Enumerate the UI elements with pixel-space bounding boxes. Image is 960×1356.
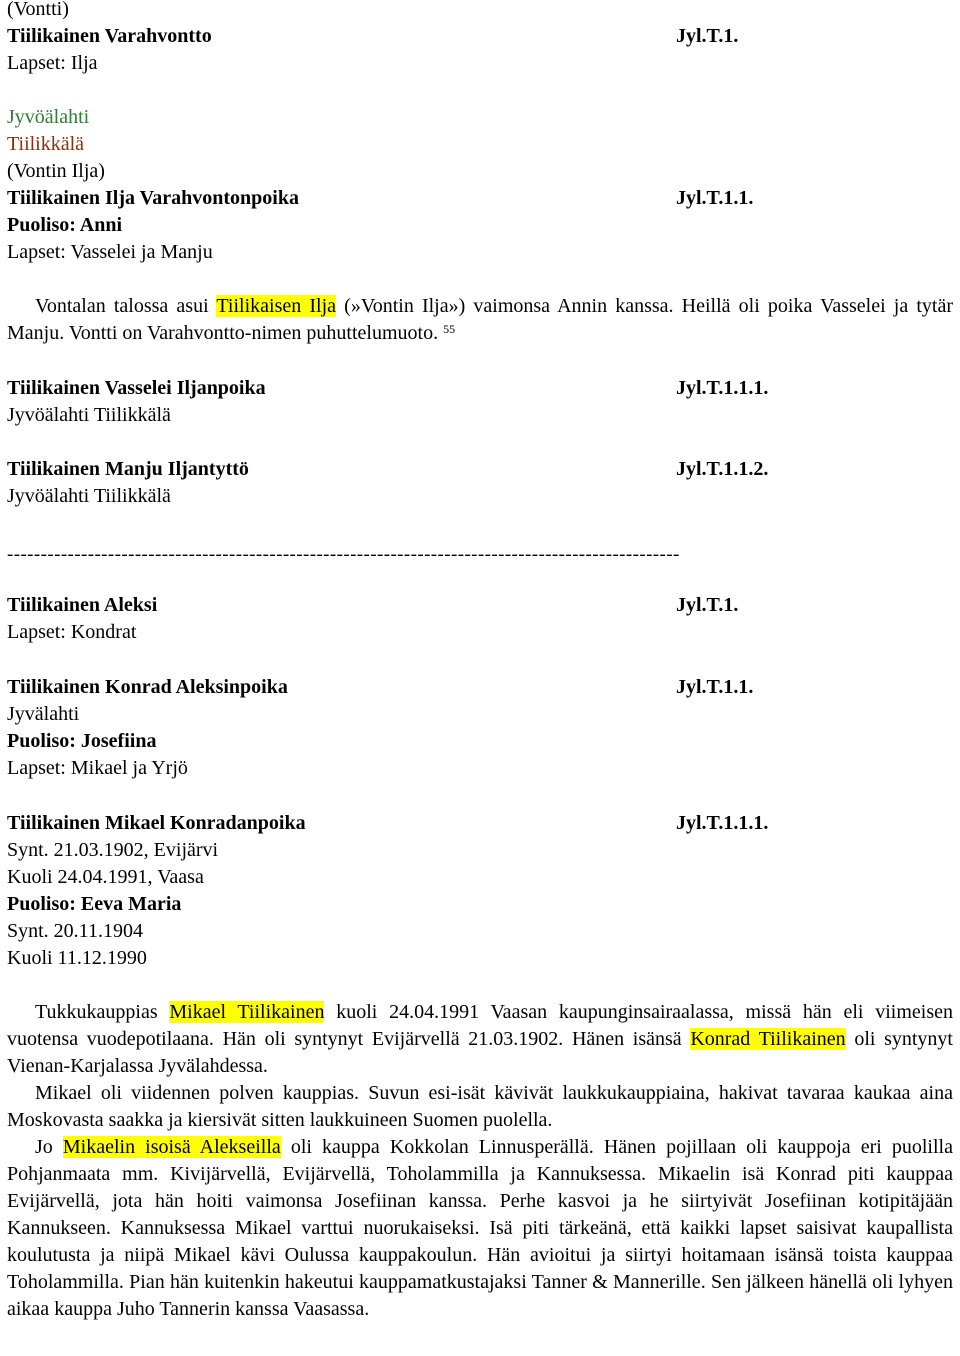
- person-code: Jyl.T.1.1.1.: [676, 812, 769, 834]
- para-text: Jo: [35, 1136, 63, 1158]
- para-text: kuoli 24.04.1991 Vaasan kaupunginsairaalassa, missä hän eli viimeisen vuotensa vuodepotilaana. Hän oli syntynyt Evijärvellä 21.03.1902. Hänen isänsä: [7, 1001, 953, 1050]
- spouse-line: Puoliso: Josefiina: [7, 730, 157, 752]
- death-line: Kuoli 11.12.1990: [7, 947, 147, 969]
- person-name: Tiilikainen Mikael Konradanpoika: [7, 812, 306, 834]
- spouse-line: Puoliso: Anni: [7, 214, 123, 236]
- person-code: Jyl.T.1.1.: [676, 187, 754, 209]
- children-line: Lapset: Vasselei ja Manju: [7, 241, 213, 263]
- spouse-line: Puoliso: Eeva Maria: [7, 893, 182, 915]
- para-text: (»Vontin Ilja») vaimonsa Annin kanssa. Heillä oli poika Vasselei ja tytär Manju. Vontti on Varahvontto-nimen puhuttelumuoto.: [7, 295, 953, 344]
- place-line: Jyvöälahti Tiilikkälä: [7, 485, 171, 507]
- person-name: Tiilikainen Varahvontto: [7, 25, 212, 47]
- person-name: Tiilikainen Konrad Aleksinpoika: [7, 676, 288, 698]
- para-text: oli kauppa Kokkolan Linnusperällä. Hänen pojillaan oli kauppoja eri puolilla Pohjanmaata mm. Kivijärvellä, Evijärvellä, Toholammilla ja Kannuksessa. Mikaelin isä Konrad piti kauppaa Evijärvellä, jota hän hoiti vaimonsa Josefiinan kanssa. Perhe kasvoi ja he siirtyivät Josefiinan kotipitäjään Kannukseen. Kannuksessa Mikael varttui nuorukaiseksi. Isä piti tärkeänä, että kaikki lapset saisivat kaupallista koulutusta ja niipä Mikael kävi Oulussa kauppakoulun. Hän avioitui ja siirtyi hoitamaan isänsä toista kauppaa Toholammilla. Pian hän kuitenkin hakeutui kauppamatkustajaksi Tanner & Mannerille. Sen jälkeen hänellä oli lyhyen aikaa kauppa Juho Tannerin kanssa Vaasassa.: [7, 1136, 953, 1320]
- children-line: Lapset: Kondrat: [7, 621, 137, 643]
- person-code: Jyl.T.1.1.1.: [676, 377, 769, 399]
- paragraph: [7, 293, 953, 347]
- birth-line: Synt. 21.03.1902, Evijärvi: [7, 839, 219, 861]
- person-name: Tiilikainen Vasselei Iljanpoika: [7, 377, 266, 399]
- person-name: Tiilikainen Manju Iljantyttö: [7, 458, 249, 480]
- paragraph: [7, 1134, 953, 1323]
- highlighted-name: Konrad Tiilikainen: [690, 1028, 846, 1050]
- place-line: Jyvöälahti Tiilikkälä: [7, 404, 171, 426]
- paragraph: [7, 999, 953, 1080]
- children-line: Lapset: Ilja: [7, 52, 98, 74]
- highlighted-name: Mikael Tiilikainen: [169, 1001, 325, 1023]
- para-text: oli syntynyt Vienan-Karjalassa Jyvälahdessa.: [7, 1028, 953, 1077]
- children-line: Lapset: Mikael ja Yrjö: [7, 757, 188, 779]
- farm-name: Tiilikkälä: [7, 133, 85, 155]
- person-name: Tiilikainen Aleksi: [7, 594, 158, 616]
- death-line: Kuoli 24.04.1991, Vaasa: [7, 866, 204, 888]
- para-text: Vontalan talossa asui: [35, 295, 217, 317]
- person-code: Jyl.T.1.: [676, 594, 739, 616]
- para-text: Mikael oli viidennen polven kauppias. Suvun esi-isät kävivät laukkukauppiaina, hakivat tavaraa kaukaa aina Moskovasta saakka ja kiersivät sitten laukkuineen Suomen puolella.: [7, 1082, 953, 1131]
- separator-line: ----------------------------------------------------------------------------------------------------: [7, 544, 680, 565]
- para-text: Tukkukauppias: [35, 1001, 170, 1023]
- highlighted-name: Mikaelin isoisä Alekseilla: [62, 1136, 281, 1158]
- person-code: Jyl.T.1.: [676, 25, 739, 47]
- birth-line: Synt. 20.11.1904: [7, 920, 143, 942]
- person-code: Jyl.T.1.1.: [676, 676, 754, 698]
- person-name: Tiilikainen Ilja Varahvontonpoika: [7, 187, 299, 209]
- footnote-ref: 55: [443, 322, 456, 336]
- village-name: Jyvöälahti: [7, 106, 90, 128]
- paragraph: [7, 1080, 953, 1134]
- nickname-line: (Vontti): [7, 0, 69, 20]
- place-line: Jyvälahti: [7, 703, 80, 725]
- person-code: Jyl.T.1.1.2.: [676, 458, 769, 480]
- nickname-line: (Vontin Ilja): [7, 160, 105, 182]
- highlighted-name: Tiilikaisen Ilja: [216, 295, 337, 317]
